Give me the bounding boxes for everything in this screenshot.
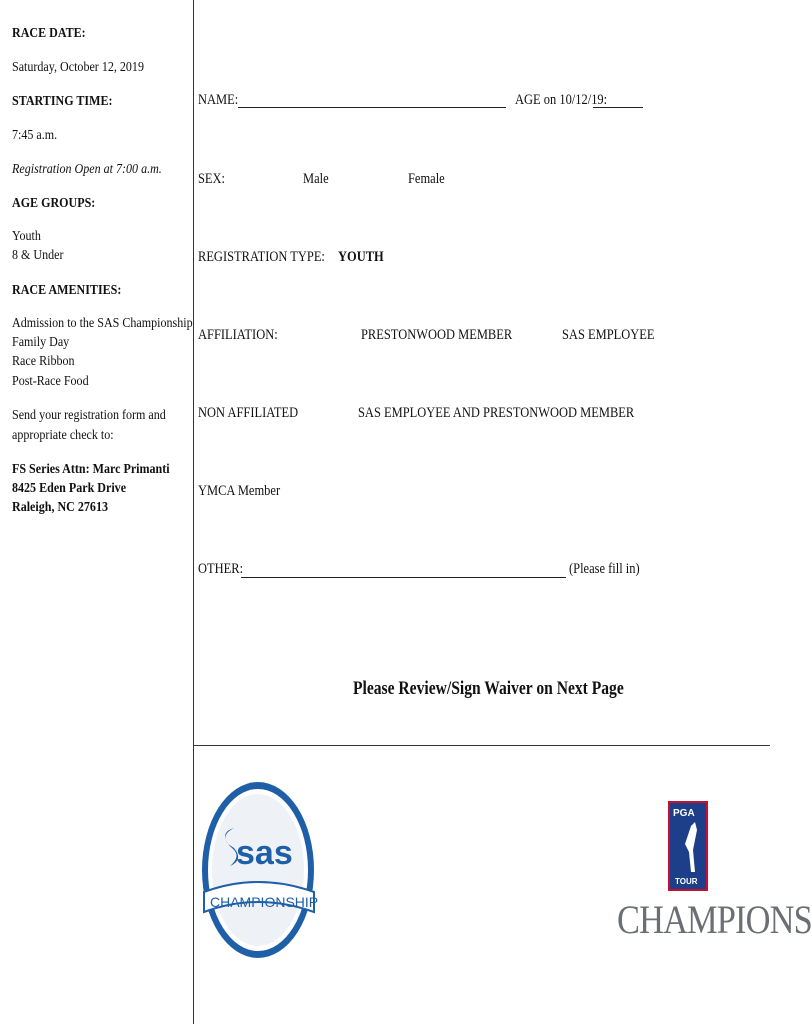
sas-championship-logo bbox=[200, 780, 320, 962]
race-date-label: RACE DATE: bbox=[12, 26, 86, 41]
age-groups-label: AGE GROUPS: bbox=[12, 196, 96, 211]
race-amenities-label: RACE AMENITIES: bbox=[12, 283, 122, 298]
sex-option-male[interactable]: Male bbox=[303, 171, 329, 187]
amenity-item: Family Day bbox=[12, 335, 70, 350]
pga-tour-text: TOUR bbox=[675, 877, 698, 886]
waiver-note: Please Review/Sign Waiver on Next Page bbox=[353, 678, 624, 699]
age-group-youth: Youth bbox=[12, 229, 41, 244]
sas-banner-text: CHAMPIONSHIP bbox=[210, 894, 319, 910]
registration-type-value: YOUTH bbox=[338, 249, 384, 265]
pga-tour-shield-logo bbox=[667, 800, 709, 894]
affiliation-sas-employee[interactable]: SAS EMPLOYEE bbox=[562, 327, 655, 343]
name-field[interactable] bbox=[238, 94, 506, 108]
send-instructions-line: appropriate check to: bbox=[12, 428, 114, 443]
vertical-divider bbox=[193, 0, 194, 1024]
registration-type-label: REGISTRATION TYPE: bbox=[198, 249, 325, 265]
age-field[interactable] bbox=[593, 94, 643, 108]
sex-option-female[interactable]: Female bbox=[408, 171, 445, 187]
starting-time: 7:45 a.m. bbox=[12, 128, 58, 143]
age-label: AGE on 10/12/19: bbox=[515, 92, 608, 108]
pga-top-text: PGA bbox=[673, 808, 695, 819]
name-label: NAME: bbox=[198, 92, 239, 108]
champions-wordmark: CHAMPIONS bbox=[617, 897, 812, 942]
affiliation-both[interactable]: SAS EMPLOYEE AND PRESTONWOOD MEMBER bbox=[358, 405, 635, 421]
sas-logo-text: sas bbox=[236, 834, 293, 872]
other-field[interactable] bbox=[241, 563, 566, 578]
address-line: Raleigh, NC 27613 bbox=[12, 500, 108, 515]
please-fill-note: (Please fill in) bbox=[569, 561, 640, 577]
sex-label: SEX: bbox=[198, 171, 226, 187]
amenity-item: Post-Race Food bbox=[12, 374, 89, 389]
send-instructions-line: Send your registration form and bbox=[12, 408, 166, 423]
registration-open-note: Registration Open at 7:00 a.m. bbox=[12, 162, 162, 177]
affiliation-ymca[interactable]: YMCA Member bbox=[198, 483, 281, 499]
address-line: FS Series Attn: Marc Primanti bbox=[12, 462, 170, 477]
other-label: OTHER: bbox=[198, 561, 244, 577]
starting-time-label: STARTING TIME: bbox=[12, 94, 113, 109]
age-group-range: 8 & Under bbox=[12, 248, 64, 263]
affiliation-prestonwood[interactable]: PRESTONWOOD MEMBER bbox=[361, 327, 513, 343]
amenity-item: Admission to the SAS Championship bbox=[12, 316, 193, 331]
address-line: 8425 Eden Park Drive bbox=[12, 481, 127, 496]
affiliation-non-affiliated[interactable]: NON AFFILIATED bbox=[198, 405, 299, 421]
amenity-item: Race Ribbon bbox=[12, 354, 75, 369]
affiliation-label: AFFILIATION: bbox=[198, 327, 278, 343]
race-date: Saturday, October 12, 2019 bbox=[12, 60, 144, 75]
horizontal-divider bbox=[193, 745, 770, 746]
